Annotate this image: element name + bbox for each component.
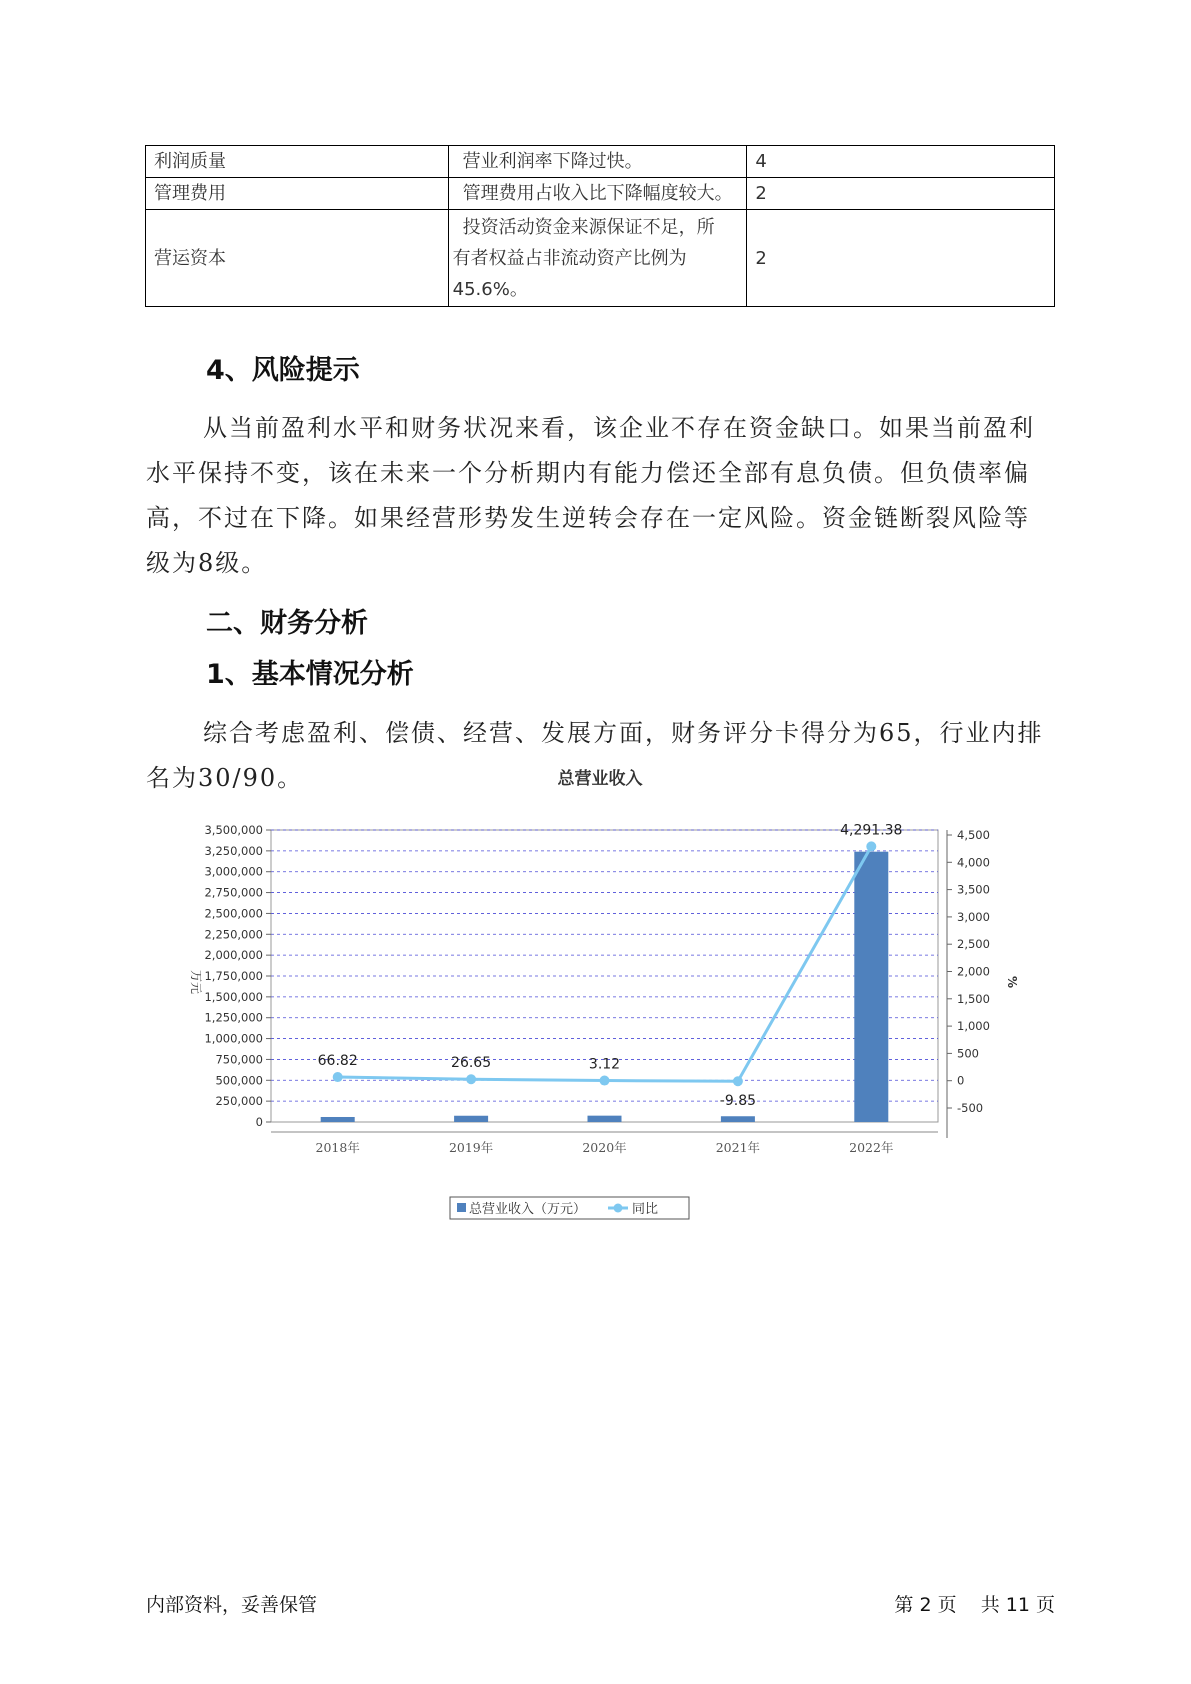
finance-paragraph: 综合考虑盈利、偿债、经营、发展方面，财务评分卡得分为65，行业内排名为30/90。	[146, 719, 1044, 792]
bar-2018年	[321, 1117, 355, 1122]
y2-tick-label: 500	[957, 1046, 979, 1061]
footer-confidential-note: 内部资料，妥善保管	[146, 1594, 318, 1616]
desc-line: 45.6%。	[452, 278, 528, 300]
y-tick-label: 750,000	[215, 1052, 263, 1067]
y2-tick-label: 0	[957, 1073, 965, 1088]
data-label: 4,291.38	[840, 822, 903, 839]
data-label: 26.65	[451, 1055, 492, 1072]
section-heading-risk: 4、风险提示	[206, 355, 360, 386]
bar-2022年	[854, 852, 888, 1122]
desc-line: 有者权益占非流动资产比例为	[452, 247, 687, 269]
y2-tick-label: 4,000	[957, 855, 990, 870]
table-row	[146, 146, 1055, 178]
table-cell-score: 4	[747, 146, 1055, 178]
table-cell-desc	[448, 146, 747, 178]
subheading-basic-analysis: 1、基本情况分析	[206, 659, 414, 690]
table-cell-item: 利润质量	[146, 146, 449, 178]
legend-label-revenue: 总营业收入（万元）	[469, 1202, 587, 1217]
y2-tick-label: 3,500	[957, 882, 990, 897]
y-tick-label: 1,750,000	[204, 969, 263, 983]
data-label: 3.12	[588, 1056, 621, 1073]
table-cell-item: 管理费用	[146, 178, 449, 210]
y-tick-label: 3,250,000	[204, 843, 263, 858]
y2-tick-label: 1,000	[957, 1019, 990, 1034]
y-tick-label: 0	[255, 1115, 263, 1129]
y-tick-label: 3,500,000	[204, 823, 263, 837]
risk-table	[145, 145, 1055, 307]
y2-tick-label: 4,500	[957, 828, 990, 842]
table-cell-desc	[448, 178, 747, 210]
x-tick-label: 2019年	[448, 1140, 494, 1155]
bar-2021年	[721, 1116, 755, 1122]
table-cell-score: 2	[747, 178, 1055, 210]
y-tick-label: 2,000,000	[204, 948, 263, 963]
data-label: -9.85	[719, 1093, 757, 1110]
desc-line: 营业利润率下降过快。	[462, 151, 643, 172]
table-cell-score: 2	[747, 210, 1055, 307]
section-heading-finance: 二、财务分析	[206, 608, 368, 639]
legend-swatch-yoy-dot	[614, 1204, 623, 1213]
table-row	[146, 178, 1055, 210]
desc-line: 管理费用占收入比下降幅度较大。	[462, 183, 733, 204]
yoy-point	[466, 1074, 476, 1084]
y2-tick-label: 2,000	[957, 964, 990, 979]
risk-paragraph: 从当前盈利水平和财务状况来看，该企业不存在资金缺口。如果当前盈利水平保持不变，该在未来一个分析期内有能力偿还全部有息负债。但负债率偏高，不过在下降。如果经营形势发生逆转会存在一定风险。资金链断裂风险等级为8级。	[146, 414, 1035, 577]
y2-tick-label: -500	[957, 1101, 984, 1115]
bar-2019年	[454, 1116, 488, 1122]
y-tick-label: 250,000	[215, 1094, 263, 1109]
table-cell-desc	[448, 210, 747, 307]
y-tick-label: 2,500,000	[204, 906, 263, 921]
y2-tick-label: 1,500	[957, 991, 990, 1006]
y-tick-label: 2,750,000	[204, 885, 263, 900]
footer-page-number: 第 2 页 共 11 页	[894, 1594, 1055, 1616]
legend-swatch-revenue	[457, 1203, 466, 1212]
x-tick-label: 2021年	[715, 1140, 761, 1155]
table-row	[146, 210, 1055, 307]
y-tick-label: 1,250,000	[204, 1010, 263, 1025]
y-axis-label: 万元	[189, 969, 203, 995]
y-tick-label: 1,000,000	[204, 1031, 263, 1046]
yoy-point	[733, 1076, 743, 1086]
legend-label-yoy: 同比	[632, 1202, 659, 1217]
y-tick-label: 2,250,000	[204, 927, 263, 942]
table-cell-item: 营运资本	[146, 210, 449, 307]
revenue-chart	[170, 820, 1030, 1290]
y2-axis-label: %	[1005, 975, 1019, 989]
desc-line: 投资活动资金来源保证不足，所	[462, 216, 715, 238]
chart-title-text: 总营业收入	[557, 769, 643, 789]
yoy-point	[600, 1076, 610, 1086]
y-tick-label: 3,000,000	[204, 864, 263, 879]
y-tick-label: 1,500,000	[204, 989, 263, 1004]
y-tick-label: 500,000	[215, 1073, 263, 1088]
y2-tick-label: 3,000	[957, 909, 990, 924]
x-tick-label: 2022年	[849, 1140, 894, 1155]
x-tick-label: 2020年	[582, 1140, 627, 1155]
yoy-point	[333, 1072, 343, 1082]
yoy-point	[866, 841, 876, 851]
data-label: 66.82	[317, 1053, 358, 1070]
y2-tick-label: 2,500	[957, 937, 990, 952]
bar-2020年	[588, 1116, 622, 1122]
x-tick-label: 2018年	[315, 1140, 360, 1155]
